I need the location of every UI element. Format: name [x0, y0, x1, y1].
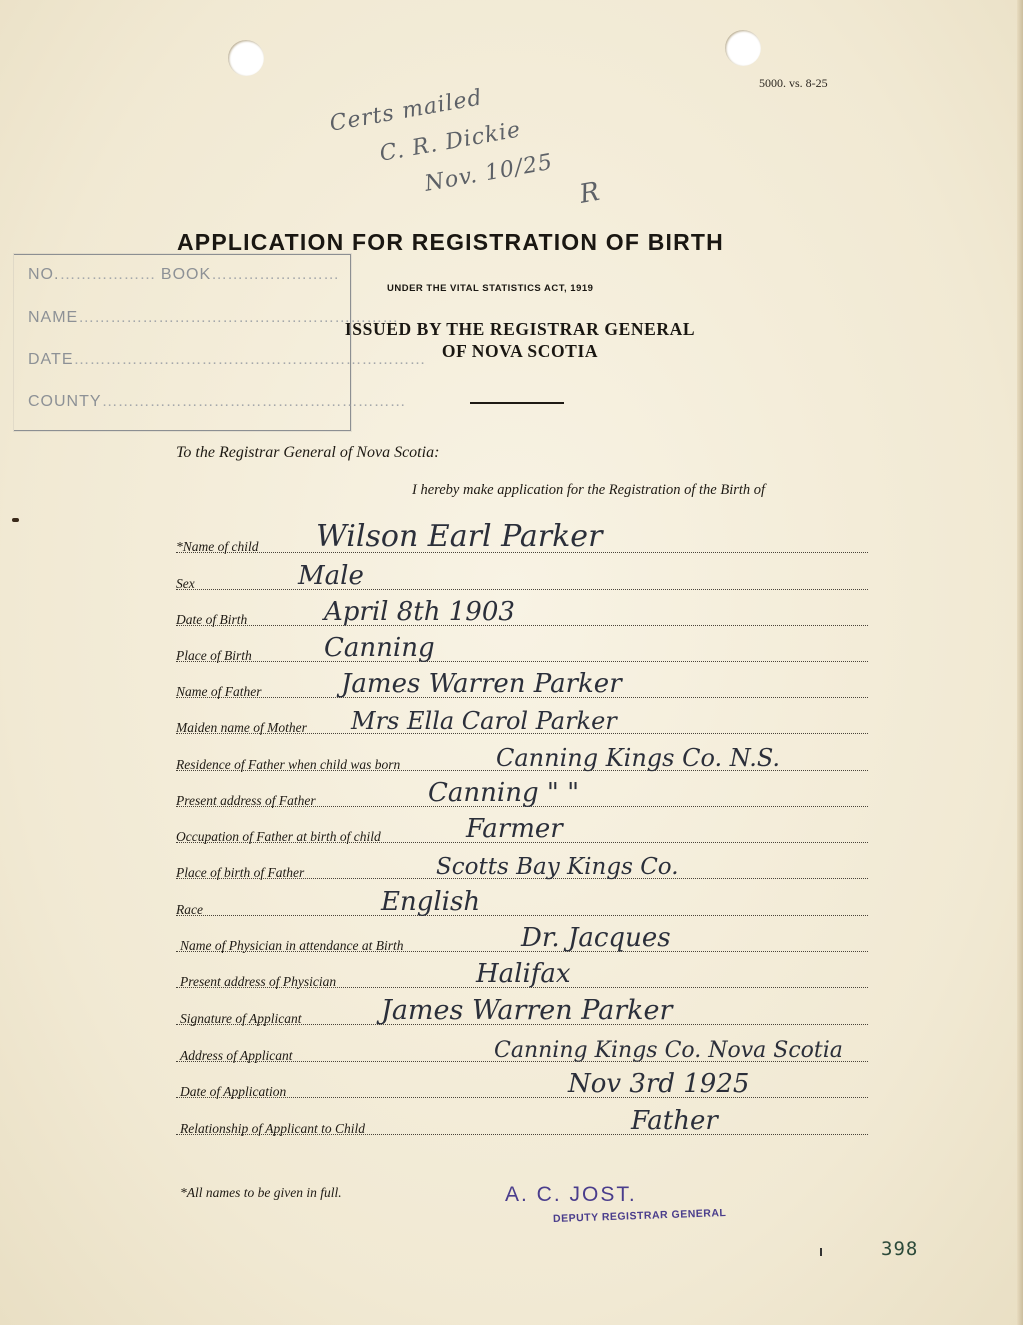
punch-hole-right: [725, 30, 761, 66]
field-label: Present address of Father: [176, 793, 316, 808]
field-place-of-birth-of-father: [176, 854, 868, 880]
field-label: Race: [176, 902, 203, 917]
field-maiden-name-of-mother: [176, 707, 868, 735]
page-number: 398: [881, 1238, 919, 1260]
field-label: Date of Birth: [176, 612, 248, 627]
field-value: Canning Kings Co. N.S.: [496, 744, 781, 772]
field-address-of-applicant: [176, 1038, 868, 1063]
stamp-name-label: NAME: [28, 309, 79, 326]
field-value: English: [381, 887, 481, 917]
field-value: Mrs Ella Carol Parker: [351, 707, 617, 735]
field-label: Maiden name of Mother: [176, 720, 307, 735]
field-label: Relationship of Applicant to Child: [180, 1121, 365, 1136]
field-place-of-birth: [176, 633, 868, 663]
field-label: Signature of Applicant: [180, 1011, 302, 1026]
stamp-date-row: DATE…………………………………………………………: [28, 351, 426, 368]
pencil-note-line4: R: [577, 176, 603, 210]
stamp-no-row: NO.……………… BOOK……………………: [28, 266, 340, 283]
field-value: Wilson Earl Parker: [316, 519, 603, 554]
field-value: Halifax: [476, 959, 571, 989]
pencil-note-line3: Nov. 10/25: [422, 149, 555, 197]
field-sex: [176, 561, 868, 591]
field-residence-of-father: [176, 744, 868, 772]
field-name-of-physician: [176, 923, 868, 953]
official-stamp-title: DEPUTY REGISTRAR GENERAL: [552, 1206, 727, 1226]
field-label: Occupation of Father at birth of child: [176, 829, 381, 844]
field-value: Male: [298, 561, 364, 591]
field-value: James Warren Parker: [341, 669, 622, 699]
field-present-address-of-physician: [176, 959, 868, 989]
field-occupation-of-father: [176, 814, 868, 844]
issued-line-2: OF NOVA SCOTIA: [441, 341, 599, 361]
field-label: Name of Father: [176, 684, 262, 699]
field-value: April 8th 1903: [324, 597, 515, 627]
field-value: Dr. Jacques: [521, 923, 671, 953]
ink-smudge: [12, 518, 19, 522]
stamp-county-row: COUNTY…………………………………………………: [28, 393, 406, 410]
field-date-of-birth: [176, 597, 868, 627]
pencil-note-line1: Certs mailed: [327, 85, 485, 137]
field-value: Canning: [324, 633, 435, 663]
stamp-no-label: NO.: [28, 266, 60, 283]
intro-statement: I hereby make application for the Registration of the Birth of: [412, 482, 766, 498]
field-value: Nov 3rd 1925: [568, 1069, 750, 1099]
page-edge: [1017, 0, 1023, 1325]
margin-tick: [820, 1248, 822, 1256]
field-label: Date of Application: [180, 1084, 287, 1099]
field-name-of-father: [176, 669, 868, 699]
field-label: Place of birth of Father: [176, 865, 305, 880]
field-value: Scotts Bay Kings Co.: [436, 854, 679, 880]
title-rule: [470, 402, 564, 404]
pencil-note-line2: C. R. Dickie: [377, 117, 523, 167]
field-label: Address of Applicant: [180, 1048, 293, 1063]
field-label: Name of Physician in attendance at Birth: [180, 938, 404, 953]
footnote: *All names to be given in full.: [180, 1185, 342, 1200]
issued-line-1: ISSUED BY THE REGISTRAR GENERAL: [344, 319, 696, 339]
field-value: Canning Kings Co. Nova Scotia: [494, 1038, 843, 1063]
official-stamp-name: A. C. JOST.: [505, 1183, 637, 1206]
field-label: *Name of child: [176, 539, 259, 554]
field-value: Canning " ": [428, 778, 580, 808]
stamp-date-label: DATE: [28, 351, 74, 368]
stamp-county-label: COUNTY: [28, 393, 102, 410]
field-label: Place of Birth: [176, 648, 252, 663]
form-code: 5000. vs. 8-25: [759, 76, 828, 90]
stamp-name-row: NAME……………………………………………………: [28, 309, 399, 326]
field-value: Farmer: [466, 814, 563, 844]
field-value: Father: [631, 1106, 718, 1136]
field-name-of-child: [176, 519, 868, 554]
field-label: Present address of Physician: [180, 974, 337, 989]
field-race: [176, 887, 868, 917]
field-label: Sex: [176, 576, 195, 591]
punch-hole-left: [228, 40, 264, 76]
field-signature-of-applicant: [176, 995, 868, 1026]
greeting: To the Registrar General of Nova Scotia:: [176, 444, 440, 461]
field-relationship-to-child: [176, 1106, 868, 1136]
form-title: APPLICATION FOR REGISTRATION OF BIRTH: [177, 229, 724, 255]
stamp-book-label: BOOK: [160, 266, 212, 283]
field-present-address-of-father: [176, 778, 868, 808]
form-subtitle: UNDER THE VITAL STATISTICS ACT, 1919: [387, 283, 594, 294]
field-date-of-application: [176, 1069, 868, 1099]
field-value: James Warren Parker: [381, 995, 673, 1026]
field-label: Residence of Father when child was born: [176, 757, 401, 772]
